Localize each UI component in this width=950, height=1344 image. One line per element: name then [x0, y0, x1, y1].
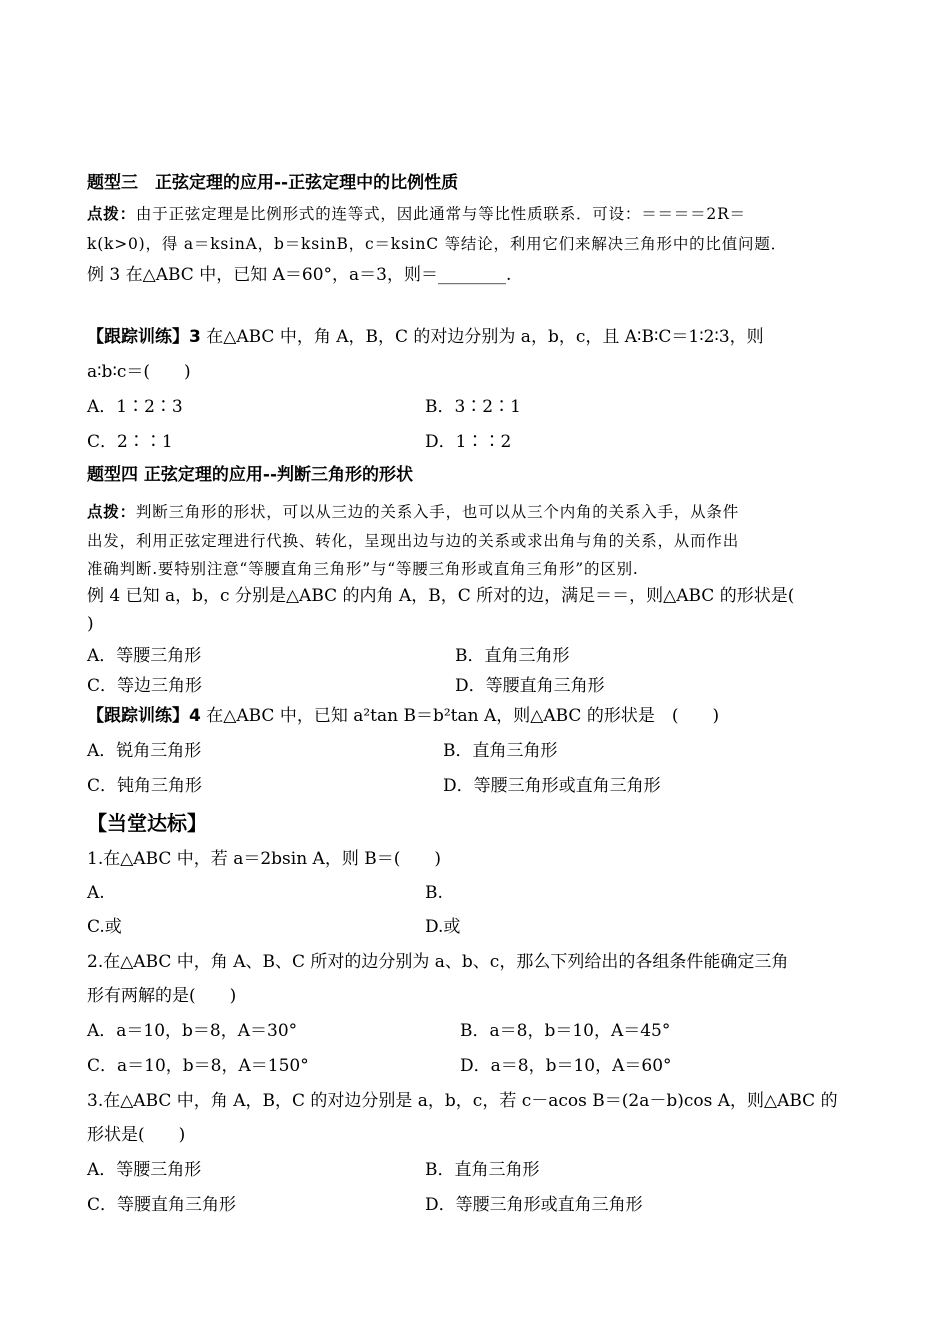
- option-b: B．3∶2∶1: [425, 397, 521, 417]
- question-1: 1.在△ABC 中，若 a＝2bsin A，则 B＝( ): [87, 849, 441, 869]
- practice-label: 【跟踪训练】4: [87, 706, 201, 726]
- tip-label: 点拨：: [87, 503, 136, 521]
- standard-title: 【当堂达标】: [87, 811, 207, 835]
- option-a: A．1∶2∶3: [87, 397, 183, 417]
- example-3: 例 3 在△ABC 中，已知 A＝60°，a＝3，则＝________.: [87, 265, 512, 285]
- example-4-line2: ): [87, 614, 94, 634]
- section4-tip-line2: 出发，利用正弦定理进行代换、转化，呈现出边与边的关系或求出角与角的关系，从而作出: [87, 532, 740, 550]
- q3-option-a: A．等腰三角形: [87, 1160, 202, 1180]
- example-4-line1: 例 4 已知 a，b，c 分别是△ABC 的内角 A，B，C 所对的边，满足＝＝，则△ABC 的形状是(: [87, 586, 795, 606]
- section3-tip-line2: k(k>0)，得 a＝ksinA，b＝ksinB，c＝ksinC 等结论，利用它们来解决三角形中的比值问题．: [87, 235, 787, 253]
- q2-option-d: D．a＝8，b＝10，A＝60°: [460, 1056, 672, 1076]
- question-2-line1: 2.在△ABC 中，角 A、B、C 所对的边分别为 a、b、c，那么下列给出的各组条件能确定三角: [87, 952, 789, 972]
- section4-tip-line3: 准确判断.要特别注意“等腰直角三角形”与“等腰三角形或直角三角形”的区别.: [87, 560, 639, 578]
- practice-3-line1: [87, 326, 867, 348]
- q2-option-c: C．a＝10，b＝8，A＝150°: [87, 1056, 309, 1076]
- q1-option-a: A.: [87, 883, 105, 903]
- tip-text: 由于正弦定理是比例形式的连等式，因此通常与等比性质联系．可设：＝＝＝＝2R＝: [135, 205, 746, 223]
- example-option-a: A．等腰三角形: [87, 646, 202, 666]
- question-2-line2: 形有两解的是( ): [87, 986, 237, 1006]
- section3-title: 题型三 正弦定理的应用--正弦定理中的比例性质: [87, 173, 459, 193]
- practice-text: 在△ABC 中，角 A，B，C 的对边分别为 a，b，c，且 A∶B∶C＝1∶2∶3，则: [200, 327, 764, 347]
- practice-option-c: C．钝角三角形: [87, 776, 203, 796]
- question-3-line1: 3.在△ABC 中，角 A，B，C 的对边分别是 a，b，c，若 c－acos B＝(2a－b)cos A，则△ABC 的: [87, 1091, 838, 1111]
- question-3-line2: 形状是( ): [87, 1125, 186, 1145]
- practice-option-b: B．直角三角形: [443, 741, 558, 761]
- example-option-d: D．等腰直角三角形: [455, 676, 605, 696]
- example-option-b: B．直角三角形: [455, 646, 570, 666]
- q1-option-d: D.或: [425, 917, 461, 937]
- example-option-c: C．等边三角形: [87, 676, 203, 696]
- practice-3-line2: a∶b∶c＝( ): [87, 362, 191, 382]
- section4-tip-line1: [87, 501, 867, 523]
- practice-text: 在△ABC 中，已知 a²tan B＝b²tan A，则△ABC 的形状是 ( ): [200, 706, 720, 726]
- section4-title: 题型四 正弦定理的应用--判断三角形的形状: [87, 465, 414, 485]
- q3-option-c: C．等腰直角三角形: [87, 1195, 237, 1215]
- option-d: D．1∶∶2: [425, 432, 512, 452]
- tip-text: 判断三角形的形状，可以从三边的关系入手，也可以从三个内角的关系入手，从条件: [135, 503, 740, 521]
- practice-label: 【跟踪训练】3: [87, 327, 201, 347]
- q3-option-d: D．等腰三角形或直角三角形: [425, 1195, 643, 1215]
- q1-option-c: C.或: [87, 917, 122, 937]
- practice-4: [87, 705, 867, 727]
- q3-option-b: B．直角三角形: [425, 1160, 540, 1180]
- option-c: C．2∶∶1: [87, 432, 173, 452]
- q2-option-a: A．a＝10，b＝8，A＝30°: [87, 1021, 298, 1041]
- practice-option-d: D．等腰三角形或直角三角形: [443, 776, 661, 796]
- q1-option-b: B.: [425, 883, 443, 903]
- q2-option-b: B．a＝8，b＝10，A＝45°: [460, 1021, 671, 1041]
- section3-tip-line1: [87, 203, 867, 225]
- tip-label: 点拨：: [87, 205, 136, 223]
- practice-option-a: A．锐角三角形: [87, 741, 202, 761]
